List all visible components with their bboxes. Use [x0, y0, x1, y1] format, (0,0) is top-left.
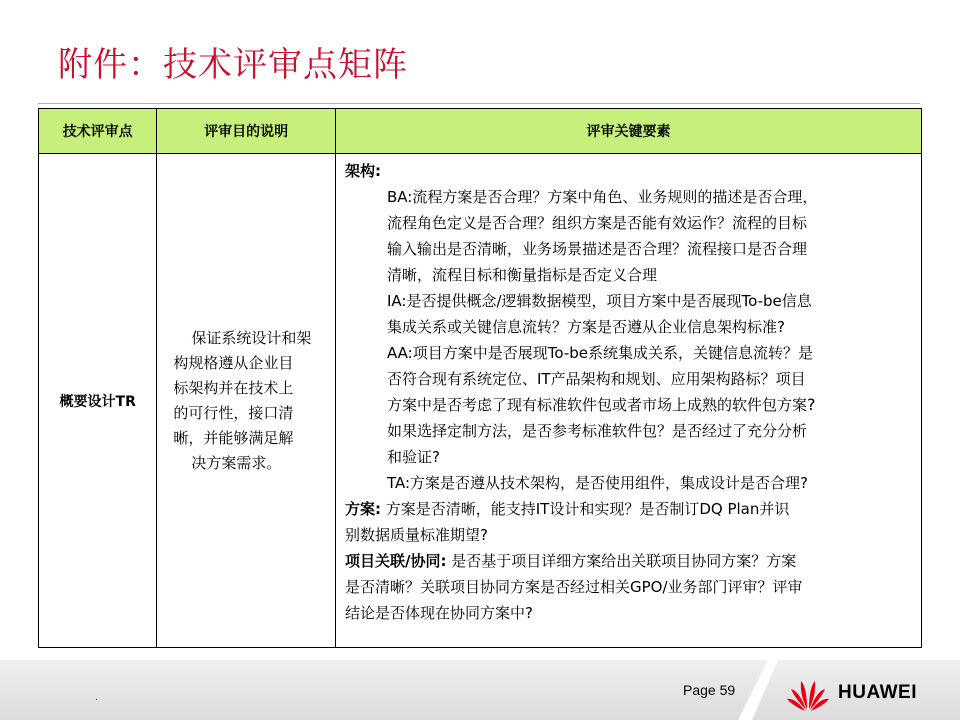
linkage-line	[345, 548, 913, 574]
solution-line: 别数据质量标准期望?	[344, 526, 488, 544]
linkage-line: 结论是否体现在协同方案中?	[344, 604, 533, 622]
huawei-logo-icon	[786, 676, 830, 712]
purpose-line: 标架构并在技术上	[173, 378, 294, 397]
ba-line: 清晰，流程目标和衡量指标是否定义合理	[386, 266, 657, 284]
purpose-line: 保证系统设计和架	[191, 328, 312, 347]
header-key-elements: 评审关键要素	[335, 109, 921, 154]
table-header-row	[39, 109, 922, 154]
solution-text: 方案是否清晰，能支持IT设计和实现？是否制订DQ Plan并识	[380, 500, 790, 518]
ia-line: 集成关系或关键信息流转？方案是否遵从企业信息架构标准?	[386, 318, 785, 336]
solution-line	[345, 496, 913, 522]
footer-dot: .	[95, 692, 99, 703]
aa-line: 否符合现有系统定位、IT产品架构和规划、应用架构路标？项目	[386, 370, 806, 388]
purpose-line: 构规格遵从企业目	[173, 353, 294, 372]
review-point-cell: 概要设计TR	[39, 154, 157, 648]
table-row	[39, 154, 922, 648]
purpose-line: 决方案需求。	[191, 453, 282, 472]
brand-name: HUAWEI	[838, 682, 917, 703]
key-elements-cell	[335, 154, 921, 648]
architecture-heading: 架构:	[344, 162, 381, 180]
review-matrix-table	[38, 108, 922, 648]
aa-line: AA:项目方案中是否展现To-be系统集成关系，关键信息流转？是	[386, 344, 813, 362]
linkage-label: 项目关联/协同:	[344, 552, 447, 570]
aa-tail-mark: ?	[807, 395, 816, 414]
aa-line-text: 方案中是否考虑了现有标准软件包或者市场上成熟的软件包方案	[386, 396, 807, 414]
header-review-point: 技术评审点	[39, 109, 157, 154]
purpose-cell	[157, 154, 336, 648]
footer-swoosh	[738, 660, 778, 720]
solution-label: 方案:	[344, 500, 381, 518]
ba-line: BA:流程方案是否合理？方案中角色、业务规则的描述是否合理，	[386, 188, 818, 206]
page-number: Page 59	[683, 682, 736, 698]
ba-line: 输入输出是否清晰，业务场景描述是否合理？流程接口是否合理	[386, 240, 807, 258]
footer-bar	[0, 660, 960, 720]
ia-line: IA:是否提供概念/逻辑数据模型，项目方案中是否展现To-be信息	[386, 292, 812, 310]
header-purpose: 评审目的说明	[157, 109, 336, 154]
purpose-line: 晰，并能够满足解	[173, 428, 294, 447]
aa-line: 如果选择定制方法，是否参考标准软件包？是否经过了充分分析	[386, 422, 807, 440]
ba-line: 流程角色定义是否合理？组织方案是否能有效运作？流程的目标	[386, 214, 807, 232]
linkage-line: 是否清晰？关联项目协同方案是否经过相关GPO/业务部门评审？评审	[344, 578, 803, 596]
purpose-line: 的可行性，接口清	[173, 403, 294, 422]
title-divider	[38, 103, 920, 104]
aa-line	[345, 392, 913, 418]
ta-line: TA:方案是否遵从技术架构，是否使用组件，集成设计是否合理?	[386, 474, 808, 492]
slide-title: 附件：技术评审点矩阵	[58, 45, 408, 85]
aa-line: 和验证?	[386, 448, 440, 466]
linkage-text: 是否基于项目详细方案给出关联项目协同方案？方案	[446, 552, 797, 570]
